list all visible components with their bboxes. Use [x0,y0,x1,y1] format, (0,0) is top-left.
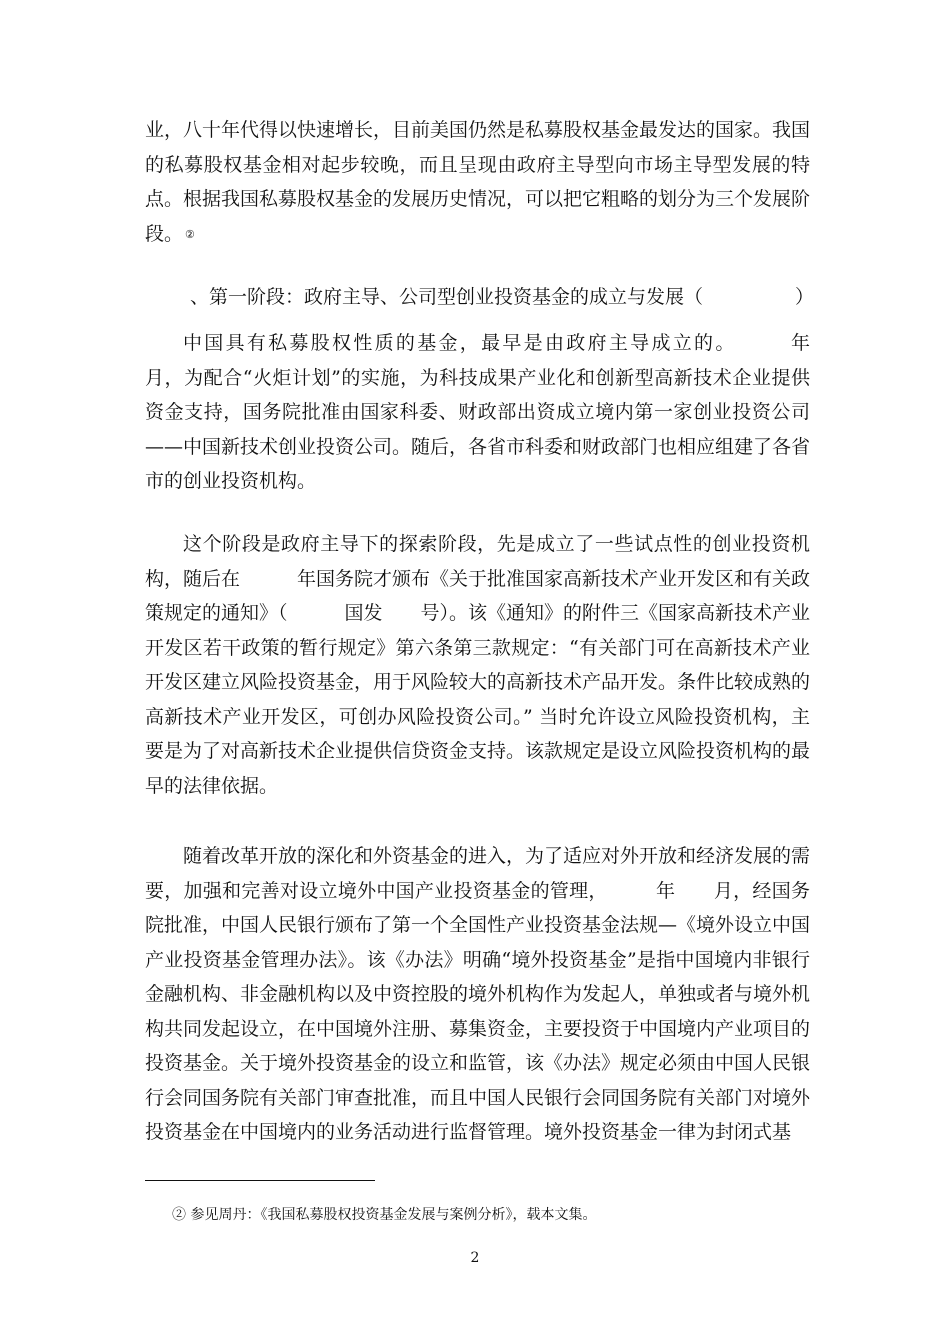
page-number: 2 [470,1250,480,1266]
paragraph-2: 这个阶段是政府主导下的探索阶段，先是成立了一些试点性的创业投资机构，随后在 年国务院才颁布《关于批准国家高新技术产业开发区和有关政策规定的通知》（ 国发 号）。该《通知》的附件三《国家高新技术产业开发区若干政策的暂行规定》第六条第三款规定：“有关部门可在高新技术产业开发区建立风险投资基金，用于风险较大的高新技术产品开发。条件比较成熟的高新技术产业开发区，可创办风险投资公司。” 当时允许设立风险投资机构，主要是为了对高新技术企业提供信贷资金支持。该款规定是设立风险投资机构的最早的法律依据。 [145,533,811,797]
paragraph-1: 中国具有私募股权性质的基金，最早是由政府主导成立的。 年 月，为配合“火炬计划”的实施，为科技成果产业化和创新型高新技术企业提供资金支持，国务院批准由国家科委、财政部出资成立境内第一家创业投资公司——中国新技术创业投资公司。随后，各省市科委和财政部门也相应组建了各省市的创业投资机构。 [145,332,849,492]
intro-paragraph [145,113,810,252]
section-heading-close: ） [795,286,815,308]
section-heading [145,280,815,314]
footnote-reference[interactable]: ② [185,227,195,241]
footnote-divider [145,1180,375,1181]
paragraph-3: 随着改革开放的深化和外资基金的进入，为了适应对外开放和经济发展的需要，加强和完善对设立境外中国产业投资基金的管理， 年 月，经国务院批准，中国人民银行颁布了第一个全国性产业投资基金法规—《境外设立中国产业投资基金管理办法》。该《办法》明确“境外投资基金”是指中国境内非银行金融机构、非金融机构以及中资控股的境外机构作为发起人，单独或者与境外机构共同发起设立，在中国境外注册、募集资金，主要投资于中国境内产业项目的投资基金。关于境外投资基金的设立和监管，该《办法》规定必须由中国人民银行会同国务院有关部门审查批准，而且中国人民银行会同国务院有关部门对境外投资基金在中国境内的业务活动进行监督管理。境外投资基金一律为封闭式基 [145,845,811,1143]
footnote: ② 参见周丹：《我国私募股权投资基金发展与案例分析》，载本文集。 [172,1207,597,1223]
intro-text: 业，八十年代得以快速增长，目前美国仍然是私募股权基金最发达的国家。我国的私募股权基金相对起步较晚，而且呈现由政府主导型向市场主导型发展的特点。根据我国私募股权基金的发展历史情况，可以把它粗略的划分为三个发展阶段。 [145,119,811,245]
section-heading-text: 、第一阶段：政府主导、公司型创业投资基金的成立与发展（ [190,286,704,308]
